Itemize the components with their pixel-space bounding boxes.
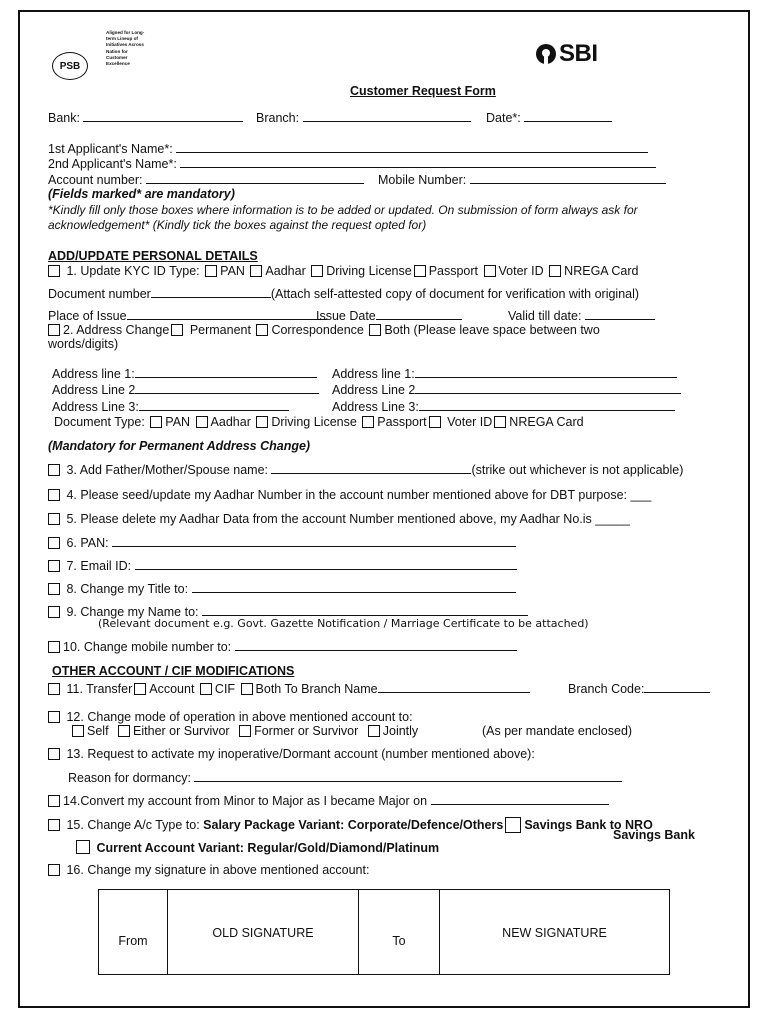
kyc-row: 1. Update KYC ID Type: PAN Aadhar Driving License Passport Voter ID NREGA Card xyxy=(46,264,639,278)
valid-till-row xyxy=(508,308,655,323)
address-line1-right: Address line 1: xyxy=(332,366,677,381)
transfer-cif-checkbox[interactable] xyxy=(200,683,212,695)
issue-date-input[interactable] xyxy=(376,308,462,320)
kyc-checkbox[interactable] xyxy=(48,265,60,277)
doc-passport-checkbox[interactable] xyxy=(362,416,374,428)
item6-row: 6. PAN: xyxy=(46,535,516,550)
item6-checkbox[interactable] xyxy=(48,537,60,549)
mobile-label: Mobile Number: xyxy=(378,173,467,187)
account-row xyxy=(48,172,364,187)
bank-row xyxy=(48,110,243,125)
item7-row: 7. Email ID: xyxy=(46,558,517,573)
address-change-row: 2. Address Change Permanent Correspondence Both (Please leave space between two xyxy=(46,323,600,337)
branch-name-input[interactable] xyxy=(378,681,530,693)
mobile-change-input[interactable] xyxy=(235,639,517,651)
item3-checkbox[interactable] xyxy=(48,464,60,476)
mandate-note: (As per mandate enclosed) xyxy=(482,724,633,738)
signature-table xyxy=(98,889,670,975)
issue-date-row xyxy=(316,308,462,323)
item8-row: 8. Change my Title to: xyxy=(46,581,516,596)
applicant1-input[interactable] xyxy=(176,141,648,153)
mode-former-checkbox[interactable] xyxy=(239,725,251,737)
item13-checkbox[interactable] xyxy=(48,748,60,760)
branch-input[interactable] xyxy=(303,110,471,122)
kyc-aadhar-checkbox[interactable] xyxy=(250,265,262,277)
bank-input[interactable] xyxy=(83,110,243,122)
psb-logo: PSB xyxy=(52,52,88,80)
transfer-both-checkbox[interactable] xyxy=(241,683,253,695)
item3-row: 3. Add Father/Mother/Spouse name: (strike out whichever is not applicable) xyxy=(46,462,683,477)
valid-till-input[interactable] xyxy=(585,308,655,320)
doc-dl-checkbox[interactable] xyxy=(256,416,268,428)
place-of-issue-label: Place of Issue xyxy=(48,309,127,323)
reason-row: Reason for dormancy: xyxy=(68,770,622,785)
applicant1-label: 1st Applicant's Name*: xyxy=(48,142,173,156)
kyc-label: 1. Update KYC ID Type: xyxy=(66,264,200,278)
personal-heading: ADD/UPDATE PERSONAL DETAILS xyxy=(48,249,258,263)
item11-checkbox[interactable] xyxy=(48,683,60,695)
date-input[interactable] xyxy=(524,110,612,122)
address-line3-left: Address Line 3: xyxy=(52,399,289,414)
item12-checkbox[interactable] xyxy=(48,711,60,723)
mandatory-note: (Fields marked* are mandatory) xyxy=(48,187,235,201)
modes-row: Self Either or Survivor Former or Survivor Jointly xyxy=(70,724,418,738)
address-line3-left-input[interactable] xyxy=(139,399,289,411)
document-number-row xyxy=(48,286,639,301)
mode-either-checkbox[interactable] xyxy=(118,725,130,737)
doc-nrega-checkbox[interactable] xyxy=(494,416,506,428)
item8-checkbox[interactable] xyxy=(48,583,60,595)
document-type-row: Document Type: PAN Aadhar Driving License Passport Voter ID NREGA Card xyxy=(54,415,584,429)
address-line2-left: Address Line 2 xyxy=(52,382,319,397)
applicant2-input[interactable] xyxy=(180,156,656,168)
item13-row: 13. Request to activate my inoperative/Dormant account (number mentioned above): xyxy=(46,747,535,761)
item4-checkbox[interactable] xyxy=(48,489,60,501)
item10-checkbox[interactable] xyxy=(48,641,60,653)
current-variant-row: Current Account Variant: Regular/Gold/Diamond/Platinum xyxy=(74,840,439,855)
item5-row: 5. Please delete my Aadhar Data from the account Number mentioned above, my Aadhar No.is _____ xyxy=(46,512,630,526)
document-number-input[interactable] xyxy=(151,286,271,298)
sbi-keyhole-icon xyxy=(536,44,556,64)
brand-name: SBI xyxy=(559,40,598,67)
permanent-checkbox[interactable] xyxy=(171,324,183,336)
address-line2-right: Address Line 2 xyxy=(332,382,681,397)
kyc-dl-checkbox[interactable] xyxy=(311,265,323,277)
doc-pan-checkbox[interactable] xyxy=(150,416,162,428)
address-line2-left-input[interactable] xyxy=(135,382,319,394)
major-date-input[interactable] xyxy=(431,793,609,805)
sig-to-cell: To xyxy=(359,890,440,975)
transfer-account-checkbox[interactable] xyxy=(134,683,146,695)
mobile-input[interactable] xyxy=(470,172,666,184)
title-input[interactable] xyxy=(192,581,516,593)
kyc-nrega-checkbox[interactable] xyxy=(549,265,561,277)
applicant2-label: 2nd Applicant's Name*: xyxy=(48,157,177,171)
old-signature-cell[interactable]: OLD SIGNATURE xyxy=(168,890,359,975)
sig-from-cell: From xyxy=(99,890,168,975)
address-line3-right: Address Line 3: xyxy=(332,399,675,414)
item5-checkbox[interactable] xyxy=(48,513,60,525)
address-line3-right-input[interactable] xyxy=(419,399,675,411)
address-line1-right-input[interactable] xyxy=(415,366,677,378)
item4-row: 4. Please seed/update my Aadhar Number in the account number mentioned above for DBT purpose: ___ xyxy=(46,488,651,502)
branch-label: Branch: xyxy=(256,111,300,125)
item9-row: 9. Change my Name to: xyxy=(46,604,528,619)
savings-nro-continued: Savings Bank xyxy=(613,828,695,842)
current-variant-checkbox[interactable] xyxy=(76,840,90,854)
savings-nro-checkbox[interactable] xyxy=(505,817,521,833)
item14-checkbox[interactable] xyxy=(48,795,60,807)
address-line2-right-input[interactable] xyxy=(415,382,681,394)
doc-voterid-checkbox[interactable] xyxy=(429,416,441,428)
instruction-line-2: acknowledgement* (Kindly tick the boxes against the request opted for) xyxy=(48,218,427,232)
item7-checkbox[interactable] xyxy=(48,560,60,572)
reason-input[interactable] xyxy=(194,770,622,782)
applicant1-row xyxy=(48,141,648,156)
item12-row: 12. Change mode of operation in above mentioned account to: xyxy=(46,710,413,724)
item3-input[interactable] xyxy=(271,462,471,474)
item15-row: 15. Change A/c Type to: Salary Package Variant: Corporate/Defence/Others Savings Bank to NRO xyxy=(46,817,653,833)
name-input[interactable] xyxy=(202,604,528,616)
instruction-line-1: *Kindly fill only those boxes where information is to be added or updated. On submission of form always ask for xyxy=(48,203,638,217)
account-label: Account number: xyxy=(48,173,143,187)
date-row xyxy=(486,110,612,125)
branch-code-row: Branch Code: xyxy=(568,681,710,696)
item16-row: 16. Change my signature in above mentioned account: xyxy=(46,863,369,877)
address-line1-left-input[interactable] xyxy=(135,366,317,378)
applicant2-row xyxy=(48,156,656,171)
mode-self-checkbox[interactable] xyxy=(72,725,84,737)
form-title: Customer Request Form xyxy=(350,84,496,98)
place-of-issue-row xyxy=(48,308,327,323)
branch-row xyxy=(256,110,471,125)
other-heading: OTHER ACCOUNT / CIF MODIFICATIONS xyxy=(52,664,295,678)
date-label: Date*: xyxy=(486,111,521,125)
email-input[interactable] xyxy=(135,558,517,570)
item11-row: 11. Transfer Account CIF Both To Branch Name xyxy=(46,681,530,696)
document-type-label: Document Type: xyxy=(54,415,145,429)
both-checkbox[interactable] xyxy=(369,324,381,336)
issue-date-label: Issue Date xyxy=(316,309,376,323)
kyc-passport-checkbox[interactable] xyxy=(414,265,426,277)
doc-aadhar-checkbox[interactable] xyxy=(196,416,208,428)
item16-checkbox[interactable] xyxy=(48,864,60,876)
mobile-row xyxy=(378,172,666,187)
correspondence-checkbox[interactable] xyxy=(256,324,268,336)
address-line1-left: Address line 1: xyxy=(52,366,317,381)
document-number-label: Document number xyxy=(48,287,151,301)
bank-label: Bank: xyxy=(48,111,80,125)
valid-till-label: Valid till date: xyxy=(508,309,582,323)
item9-checkbox[interactable] xyxy=(48,606,60,618)
pan-input[interactable] xyxy=(112,535,516,547)
new-signature-cell[interactable]: NEW SIGNATURE xyxy=(440,890,670,975)
place-of-issue-input[interactable] xyxy=(127,308,327,320)
account-input[interactable] xyxy=(146,172,364,184)
item15-checkbox[interactable] xyxy=(48,819,60,831)
kyc-pan-checkbox[interactable] xyxy=(205,265,217,277)
item9-note: (Relevant document e.g. Govt. Gazette Notification / Marriage Certificate to be attached) xyxy=(98,617,589,630)
psb-tagline: Aligned for Long-term Lineup of Initiatives Across Nation for Customer Excellence xyxy=(106,30,145,67)
attach-note: (Attach self-attested copy of document for verification with original) xyxy=(270,287,640,301)
item14-row: 14.Convert my account from Minor to Major as I became Major on xyxy=(46,793,609,808)
mode-jointly-checkbox[interactable] xyxy=(368,725,380,737)
item10-row: 10. Change mobile number to: xyxy=(46,639,517,654)
sbi-logo xyxy=(536,40,598,68)
address-change-checkbox[interactable] xyxy=(48,324,60,336)
kyc-voterid-checkbox[interactable] xyxy=(484,265,496,277)
mandatory-permanent-note: (Mandatory for Permanent Address Change) xyxy=(48,439,311,453)
both-continued: words/digits) xyxy=(48,337,119,351)
branch-code-input[interactable] xyxy=(644,681,710,693)
